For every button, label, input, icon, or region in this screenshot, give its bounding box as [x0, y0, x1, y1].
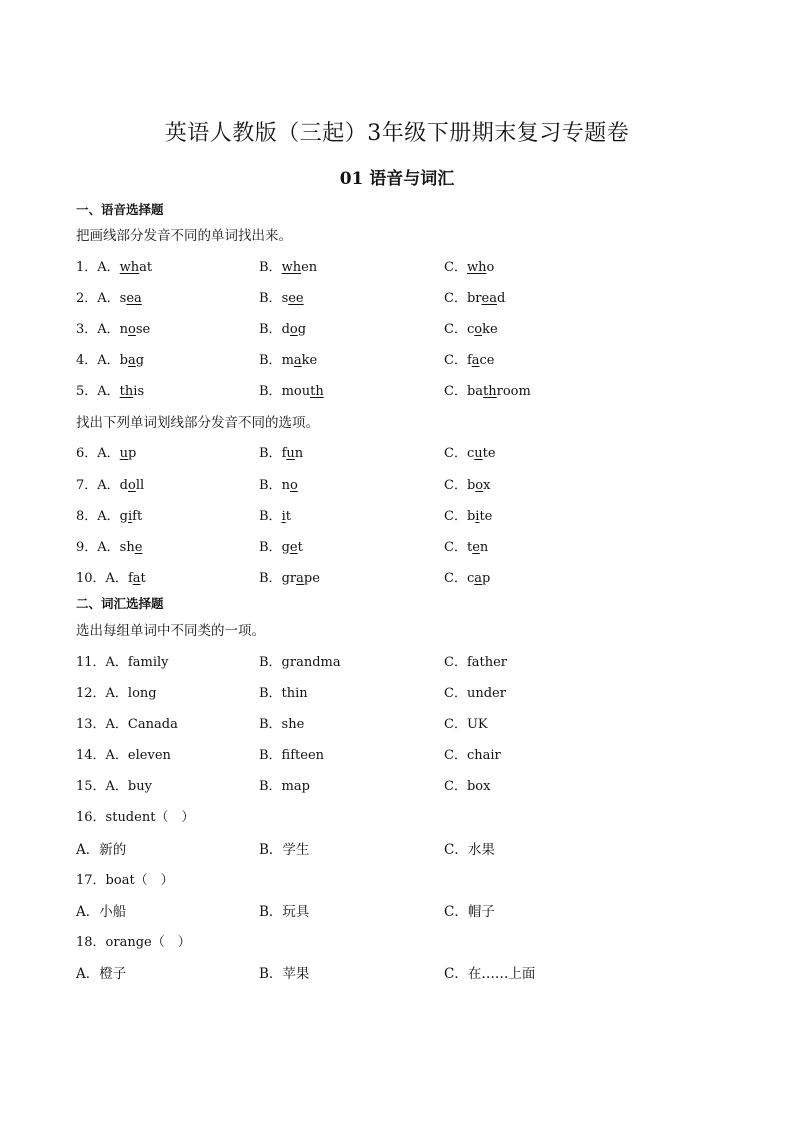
option-c — [444, 380, 531, 399]
word-part: f — [281, 446, 287, 461]
word-part: f — [127, 571, 133, 586]
word-part: g — [135, 353, 145, 368]
option-letter: C． — [444, 571, 467, 586]
question-number: 7．A． — [76, 478, 120, 493]
question-row — [76, 474, 726, 494]
option-c: C．UK — [444, 717, 488, 732]
word-part: ba — [466, 384, 484, 399]
option-a — [76, 287, 142, 306]
word-part: en — [301, 260, 318, 275]
underlined-sound: o — [289, 478, 298, 493]
option-letter: C． — [444, 260, 467, 275]
question-number: 9．A． — [76, 540, 120, 555]
option-a: A．橙子 — [76, 966, 127, 982]
option-a: A．小船 — [76, 904, 127, 920]
question-stem: 17．boat（ ） — [76, 873, 174, 888]
word-part: mou — [281, 384, 311, 399]
underlined-sound: th — [483, 384, 497, 399]
answer-options-row — [76, 838, 726, 858]
question-row — [76, 380, 726, 400]
underlined-sound: o — [289, 322, 298, 337]
question-number: 1．A． — [76, 260, 120, 275]
option-letter: B． — [259, 384, 282, 399]
underlined-sound: u — [286, 446, 295, 461]
question-row — [76, 256, 726, 276]
option-c — [444, 474, 490, 493]
section-1-instruction-1: 把画线部分发音不同的单词找出来。 — [76, 228, 292, 244]
option-letter: B． — [259, 540, 282, 555]
section-2-instruction: 选出每组单词中不同类的一项。 — [76, 623, 265, 639]
option-letter: C． — [444, 540, 467, 555]
option-b — [259, 474, 298, 493]
option-letter: C． — [444, 446, 467, 461]
underlined-sound: wh — [281, 260, 302, 275]
underlined-sound: u — [474, 446, 483, 461]
word-part: is — [133, 384, 145, 399]
word-part: ll — [135, 478, 145, 493]
option-a — [76, 318, 150, 337]
word-part: d — [119, 478, 128, 493]
word-part: te — [479, 509, 493, 524]
question-row — [76, 744, 726, 764]
underlined-sound: o — [128, 478, 136, 493]
option-c — [444, 318, 498, 337]
option-c: C．box — [444, 779, 491, 794]
word-part: ke — [482, 322, 498, 337]
underlined-sound: ea — [126, 291, 142, 306]
word-part: t — [285, 509, 291, 524]
word-part: ce — [479, 353, 495, 368]
word-part: f — [466, 353, 472, 368]
word-part: d — [496, 291, 506, 306]
option-c — [444, 536, 488, 555]
option-letter: B． — [259, 322, 282, 337]
underlined-sound: i — [281, 509, 286, 524]
underlined-sound: th — [310, 384, 324, 399]
option-a — [76, 380, 144, 399]
option-c — [444, 287, 505, 306]
question-number: 8．A． — [76, 509, 120, 524]
option-a: A．新的 — [76, 842, 127, 858]
option-letter: C． — [444, 478, 467, 493]
option-b: B．学生 — [259, 842, 310, 858]
underlined-sound: o — [474, 322, 483, 337]
option-b — [259, 349, 317, 368]
option-a: 11．A．family — [76, 655, 169, 670]
word-part: sh — [119, 540, 135, 555]
word-part: n — [119, 322, 129, 337]
word-part: n — [294, 446, 304, 461]
word-part: p — [128, 446, 137, 461]
underlined-sound: o — [475, 478, 484, 493]
question-row — [76, 713, 726, 733]
question-row — [76, 567, 726, 587]
option-c: C．under — [444, 686, 506, 701]
option-b — [259, 536, 303, 555]
question-row — [76, 536, 726, 556]
underlined-sound: o — [128, 322, 136, 337]
answer-options-row — [76, 962, 726, 982]
underlined-sound: a — [293, 353, 302, 368]
option-a: 15．A．buy — [76, 779, 152, 794]
option-b: B．thin — [259, 686, 308, 701]
word-part: t — [297, 540, 303, 555]
word-part: g — [297, 322, 307, 337]
question-number: 6．A． — [76, 446, 120, 461]
option-c: C．father — [444, 655, 508, 670]
option-a — [76, 505, 142, 524]
question-row — [76, 349, 726, 369]
underlined-sound: u — [119, 446, 129, 461]
option-c — [444, 567, 490, 586]
question-number: 4．A． — [76, 353, 120, 368]
underlined-sound: wh — [466, 260, 487, 275]
question-row — [76, 442, 726, 462]
option-c: C．帽子 — [444, 904, 495, 920]
section-1-instruction-2: 找出下列单词划线部分发音不同的选项。 — [76, 415, 319, 431]
word-part: s — [281, 291, 289, 306]
word-part: s — [119, 291, 127, 306]
option-letter: B． — [259, 478, 282, 493]
option-a — [76, 349, 144, 368]
option-c: C．在……上面 — [444, 966, 536, 982]
question-number: 10．A． — [76, 571, 128, 586]
section-2-heading: 二、词汇选择题 — [76, 596, 164, 611]
word-part: br — [466, 291, 482, 306]
underlined-sound: a — [296, 571, 304, 586]
option-c: C．chair — [444, 748, 501, 763]
word-part: n — [479, 540, 489, 555]
word-part: b — [119, 353, 128, 368]
word-part: room — [496, 384, 531, 399]
option-b — [259, 256, 317, 275]
option-a — [76, 256, 152, 275]
question-row — [76, 775, 726, 795]
option-letter: B． — [259, 291, 282, 306]
word-part: c — [466, 322, 475, 337]
option-b: B．grandma — [259, 655, 341, 670]
word-part: b — [466, 509, 476, 524]
question-stem: 18．orange（ ） — [76, 935, 191, 950]
option-b: B．map — [259, 779, 310, 794]
question-row — [76, 318, 726, 338]
underlined-sound: wh — [119, 260, 140, 275]
word-part: t — [466, 540, 473, 555]
option-b: B．fifteen — [259, 748, 325, 763]
option-letter: B． — [259, 446, 282, 461]
option-b — [259, 567, 320, 586]
option-letter: C． — [444, 353, 467, 368]
word-part: g — [119, 509, 128, 524]
word-part: te — [482, 446, 496, 461]
underlined-sound: a — [132, 571, 141, 586]
word-part: n — [281, 478, 290, 493]
underlined-sound: e — [289, 540, 298, 555]
question-row — [76, 287, 726, 307]
question-number: 3．A． — [76, 322, 120, 337]
word-part: b — [466, 478, 476, 493]
question-row — [76, 682, 726, 702]
option-b — [259, 505, 291, 524]
question-row — [76, 505, 726, 525]
option-letter: C． — [444, 322, 467, 337]
underlined-sound: e — [472, 540, 480, 555]
option-c — [444, 349, 495, 368]
option-b — [259, 442, 303, 461]
option-a — [76, 442, 136, 461]
word-part: pe — [303, 571, 320, 586]
word-part: gr — [281, 571, 297, 586]
word-part: ft — [132, 509, 143, 524]
option-a — [76, 536, 142, 555]
word-part: t — [140, 571, 146, 586]
word-part: c — [466, 571, 475, 586]
word-part: c — [466, 446, 475, 461]
option-b: B．玩具 — [259, 904, 310, 920]
option-b — [259, 287, 304, 306]
option-a: 12．A．long — [76, 686, 157, 701]
underlined-sound: a — [471, 353, 480, 368]
underlined-sound: i — [128, 509, 133, 524]
option-a — [76, 474, 144, 493]
option-a — [76, 567, 146, 586]
option-a: 13．A．Canada — [76, 717, 178, 732]
option-letter: C． — [444, 291, 467, 306]
option-c — [444, 256, 494, 275]
option-letter: C． — [444, 509, 467, 524]
option-a: 14．A．eleven — [76, 748, 171, 763]
word-part: m — [281, 353, 294, 368]
underlined-sound: ee — [288, 291, 304, 306]
option-b — [259, 380, 324, 399]
option-letter: B． — [259, 571, 282, 586]
option-letter: B． — [259, 260, 282, 275]
option-b: B．she — [259, 717, 305, 732]
question-row — [76, 651, 726, 671]
word-part: at — [139, 260, 153, 275]
page-title: 英语人教版（三起）3年级下册期末复习专题卷 — [164, 121, 630, 146]
option-c — [444, 505, 492, 524]
word-part: d — [281, 322, 290, 337]
question-stem: 16．student（ ） — [76, 810, 195, 825]
question-number: 2．A． — [76, 291, 120, 306]
word-part: se — [135, 322, 151, 337]
page-subtitle: 01 语音与词汇 — [339, 169, 455, 189]
underlined-sound: a — [128, 353, 136, 368]
underlined-sound: e — [134, 540, 143, 555]
option-b — [259, 318, 306, 337]
word-part: p — [482, 571, 491, 586]
word-part: g — [281, 540, 290, 555]
word-part: x — [483, 478, 491, 493]
option-letter: C． — [444, 384, 467, 399]
word-part: o — [486, 260, 495, 275]
option-c — [444, 442, 496, 461]
option-letter: B． — [259, 353, 282, 368]
answer-options-row — [76, 900, 726, 920]
underlined-sound: a — [474, 571, 482, 586]
option-c: C．水果 — [444, 842, 495, 858]
underlined-sound: th — [119, 384, 134, 399]
option-letter: B． — [259, 509, 282, 524]
question-number: 5．A． — [76, 384, 120, 399]
underlined-sound: i — [475, 509, 480, 524]
word-part: ke — [301, 353, 318, 368]
option-b: B．苹果 — [259, 966, 310, 982]
section-1-heading: 一、语音选择题 — [76, 202, 164, 217]
underlined-sound: ea — [481, 291, 497, 306]
